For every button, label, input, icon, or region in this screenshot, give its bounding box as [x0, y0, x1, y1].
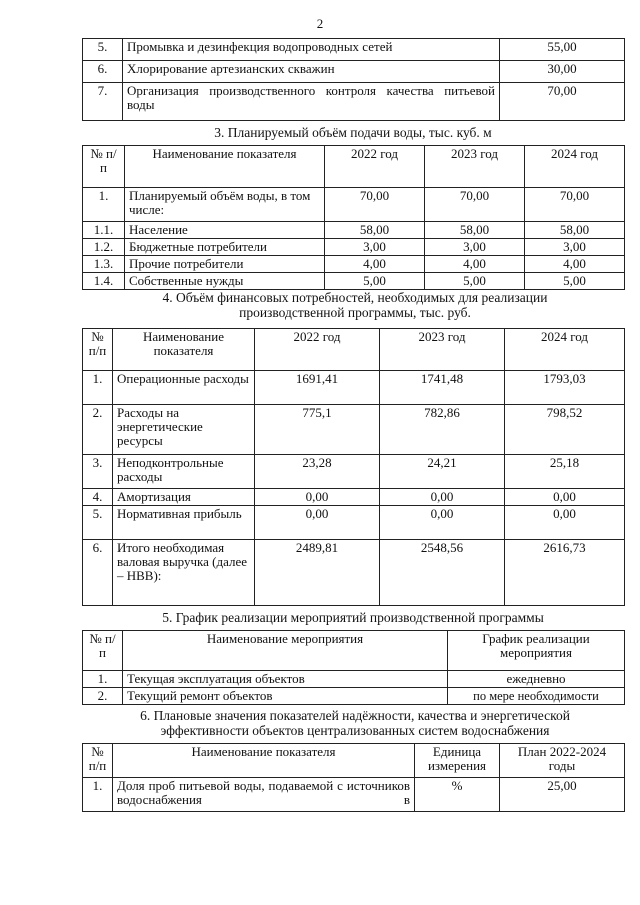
header-2024: 2024 год: [505, 329, 625, 371]
value-2024: 58,00: [525, 222, 625, 239]
row-number: 2.: [83, 405, 113, 455]
indicator-name: Прочие потребители: [125, 256, 325, 273]
value-2023: 2548,56: [380, 540, 505, 606]
table-header: [83, 329, 625, 371]
header-schedule: График реализации мероприятия: [448, 631, 625, 671]
row-number: 3.: [83, 455, 113, 489]
value-2022: 0,00: [255, 506, 380, 540]
activity-schedule: по мере необходимости: [448, 688, 625, 705]
row-number: 6.: [83, 540, 113, 606]
table-row: [83, 61, 625, 83]
value-2023: 3,00: [425, 239, 525, 256]
activity-cost: 55,00: [500, 39, 625, 61]
activity-schedule: ежедневно: [448, 671, 625, 688]
header-2024: 2024 год: [525, 146, 625, 188]
value-2023: 5,00: [425, 273, 525, 290]
indicator-name: Доля проб питьевой воды, подаваемой с источников водоснабжения в: [113, 778, 415, 812]
table-row: [83, 671, 625, 688]
row-number: 6.: [83, 61, 123, 83]
indicator-name: Население: [125, 222, 325, 239]
value-2022: 70,00: [325, 188, 425, 222]
section-6-title: 6. Плановые значения показателей надёжности, качества и энергетической эффективности объектов централизованных систем водоснабжения: [140, 708, 570, 738]
indicator-name: Амортизация: [113, 489, 255, 506]
row-number: 2.: [83, 688, 123, 705]
header-num: № п/п: [83, 631, 123, 671]
section-5-title: 5. График реализации мероприятий производственной программы: [162, 610, 544, 625]
table-row: [83, 39, 625, 61]
row-number: 5.: [83, 506, 113, 540]
table-row: [83, 405, 625, 455]
header-2023: 2023 год: [425, 146, 525, 188]
value-2022: 23,28: [255, 455, 380, 489]
value-2022: 1691,41: [255, 371, 380, 405]
value-2024: 1793,03: [505, 371, 625, 405]
value-2023: 58,00: [425, 222, 525, 239]
value-2022: 3,00: [325, 239, 425, 256]
value-2024: 4,00: [525, 256, 625, 273]
table-row: [83, 222, 625, 239]
value-2023: 70,00: [425, 188, 525, 222]
indicators-table: [82, 743, 625, 812]
value-2024: 3,00: [525, 239, 625, 256]
activity-name: Промывка и дезинфекция водопроводных сетей: [123, 39, 500, 61]
indicator-name: Планируемый объём воды, в том числе:: [125, 188, 325, 222]
value-2024: 70,00: [525, 188, 625, 222]
header-name: Наименование показателя: [113, 329, 255, 371]
header-name: Наименование показателя: [125, 146, 325, 188]
table-row: [83, 455, 625, 489]
section-4-title: 4. Объём финансовых потребностей, необходимых для реализации производственной программы, тыс. руб.: [162, 290, 548, 320]
value-2023: 24,21: [380, 455, 505, 489]
header-num: № п/п: [83, 329, 113, 371]
value-2024: 798,52: [505, 405, 625, 455]
financial-needs-table: [82, 328, 625, 606]
indicator-name: Бюджетные потребители: [125, 239, 325, 256]
row-number: 1.3.: [83, 256, 125, 273]
table-row: [83, 273, 625, 290]
header-name: Наименование мероприятия: [123, 631, 448, 671]
table-header: [83, 631, 625, 671]
indicator-name: Неподконтрольные расходы: [113, 455, 255, 489]
value-2022: 4,00: [325, 256, 425, 273]
table-row: [83, 239, 625, 256]
table-row: [83, 188, 625, 222]
indicator-name: Итого необходимая валовая выручка (далее – НВВ):: [113, 540, 255, 606]
value-2024: 25,18: [505, 455, 625, 489]
table-row: [83, 83, 625, 121]
value-2023: 1741,48: [380, 371, 505, 405]
table-row: [83, 778, 625, 812]
row-number: 1.1.: [83, 222, 125, 239]
table-row: [83, 688, 625, 705]
value-2023: 782,86: [380, 405, 505, 455]
row-number: 1.4.: [83, 273, 125, 290]
value-2023: 0,00: [380, 506, 505, 540]
row-number: 1.2.: [83, 239, 125, 256]
header-num: № п/п: [83, 744, 113, 778]
header-plan: План 2022-2024 годы: [500, 744, 625, 778]
row-number: 1.: [83, 371, 113, 405]
value-2023: 4,00: [425, 256, 525, 273]
value-2022: 0,00: [255, 489, 380, 506]
table-row: [83, 371, 625, 405]
indicator-plan: 25,00: [500, 778, 625, 812]
header-num: № п/п: [83, 146, 125, 188]
value-2022: 775,1: [255, 405, 380, 455]
indicator-name: Нормативная прибыль: [113, 506, 255, 540]
table-row: [83, 489, 625, 506]
page-number: 2: [316, 16, 324, 31]
table-row: [83, 256, 625, 273]
activity-name: Организация производственного контроля качества питьевой воды: [123, 83, 500, 121]
water-volume-table: [82, 145, 625, 290]
indicator-name: Операционные расходы: [113, 371, 255, 405]
value-2022: 58,00: [325, 222, 425, 239]
table-header: [83, 146, 625, 188]
table-header: [83, 744, 625, 778]
value-2024: 0,00: [505, 506, 625, 540]
value-2024: 5,00: [525, 273, 625, 290]
value-2022: 5,00: [325, 273, 425, 290]
value-2023: 0,00: [380, 489, 505, 506]
activity-name: Хлорирование артезианских скважин: [123, 61, 500, 83]
header-2022: 2022 год: [325, 146, 425, 188]
activities-cost-table: [82, 38, 625, 121]
header-2023: 2023 год: [380, 329, 505, 371]
activity-name: Текущий ремонт объектов: [123, 688, 448, 705]
header-unit: Единица измерения: [415, 744, 500, 778]
table-row: [83, 540, 625, 606]
row-number: 1.: [83, 188, 125, 222]
schedule-table: [82, 630, 625, 705]
row-number: 1.: [83, 671, 123, 688]
row-number: 7.: [83, 83, 123, 121]
table-row: [83, 506, 625, 540]
header-2022: 2022 год: [255, 329, 380, 371]
activity-cost: 30,00: [500, 61, 625, 83]
value-2024: 2616,73: [505, 540, 625, 606]
indicator-unit: %: [415, 778, 500, 812]
row-number: 5.: [83, 39, 123, 61]
row-number: 4.: [83, 489, 113, 506]
activity-cost: 70,00: [500, 83, 625, 121]
row-number: 1.: [83, 778, 113, 812]
indicator-name: Собственные нужды: [125, 273, 325, 290]
header-name: Наименование показателя: [113, 744, 415, 778]
activity-name: Текущая эксплуатация объектов: [123, 671, 448, 688]
value-2022: 2489,81: [255, 540, 380, 606]
value-2024: 0,00: [505, 489, 625, 506]
section-3-title: 3. Планируемый объём подачи воды, тыс. куб. м: [214, 125, 492, 140]
indicator-name: Расходы на энергетические ресурсы: [113, 405, 255, 455]
